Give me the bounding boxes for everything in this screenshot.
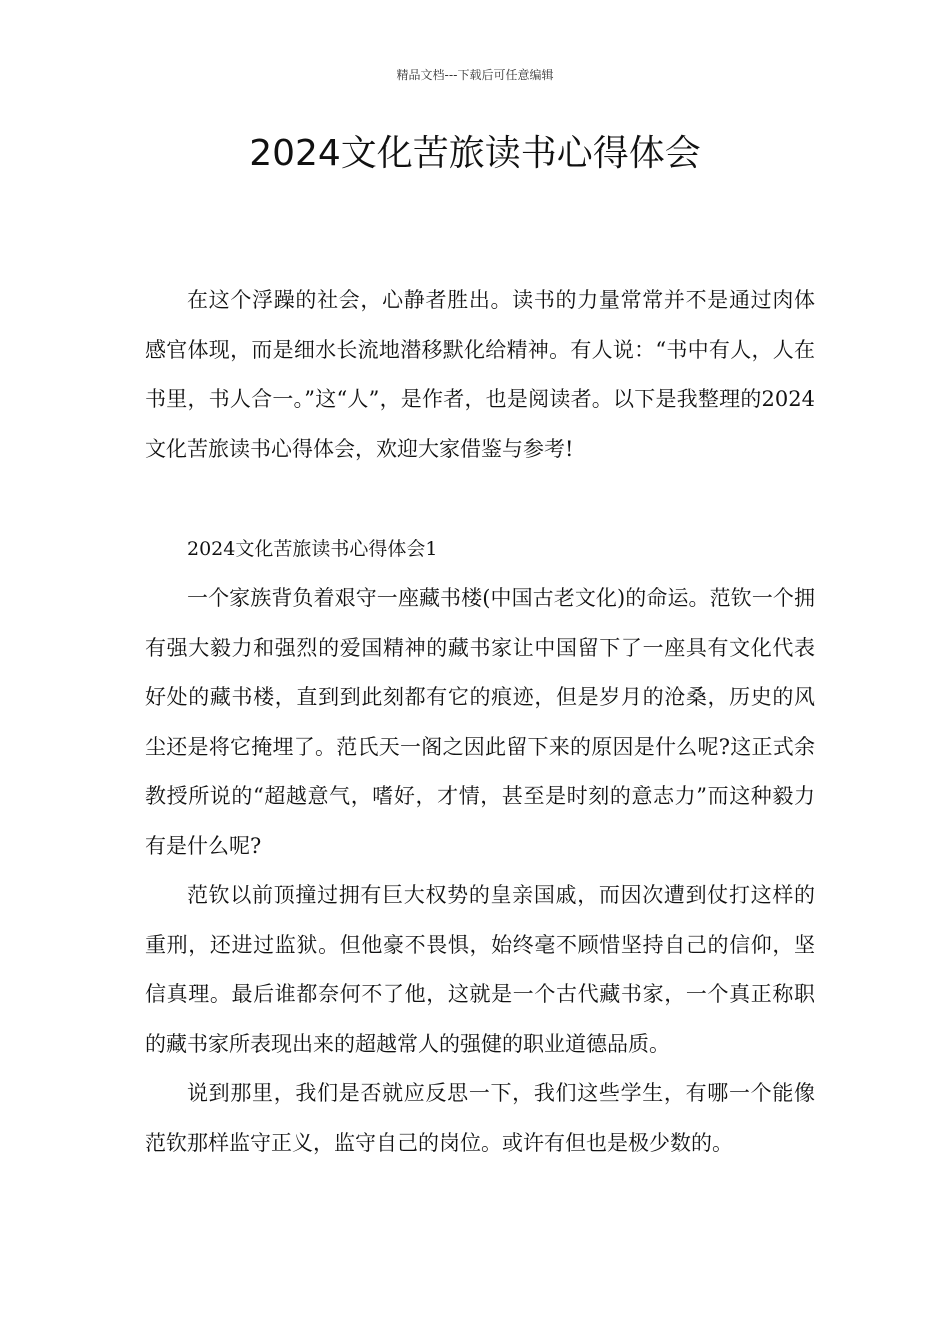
document-title: 2024文化苦旅读书心得体会 <box>249 133 701 174</box>
body-paragraph-2: 范钦以前顶撞过拥有巨大权势的皇亲国戚，而因次遭到仗打这样的重刑，还进过监狱。但他豪不畏惧，始终毫不顾惜坚持自己的信仰，坚信真理。最后谁都奈何不了他，这就是一个古代藏书家，一个真正称职的藏书家所表现出来的超越常人的强健的职业道德品质。 <box>145 883 815 1056</box>
body-paragraph-3: 说到那里，我们是否就应反思一下，我们这些学生，有哪一个能像范钦那样监守正义，监守自己的岗位。或许有但也是极少数的。 <box>145 1081 815 1155</box>
section-heading: 2024文化苦旅读书心得体会1 <box>187 538 438 560</box>
intro-paragraph: 在这个浮躁的社会，心静者胜出。读书的力量常常并不是通过肉体感官体现，而是细水长流地潜移默化给精神。有人说：“书中有人，人在书里，书人合一。”这“人”，是作者，也是阅读者。以下是我整理的2024文化苦旅读书心得体会，欢迎大家借鉴与参考! <box>145 288 815 461</box>
body-paragraph-1: 一个家族背负着艰守一座藏书楼(中国古老文化)的命运。范钦一个拥有强大毅力和强烈的爱国精神的藏书家让中国留下了一座具有文化代表好处的藏书楼，直到到此刻都有它的痕迹，但是岁月的沧桑，历史的风尘还是将它掩埋了。范氏天一阁之因此留下来的原因是什么呢?这正式余教授所说的“超越意气，嗜好，才情，甚至是时刻的意志力”而这种毅力有是什么呢? <box>145 586 815 858</box>
section-body <box>145 574 815 1168</box>
page-header-note: 精品文档---下载后可任意编辑 <box>396 68 554 82</box>
